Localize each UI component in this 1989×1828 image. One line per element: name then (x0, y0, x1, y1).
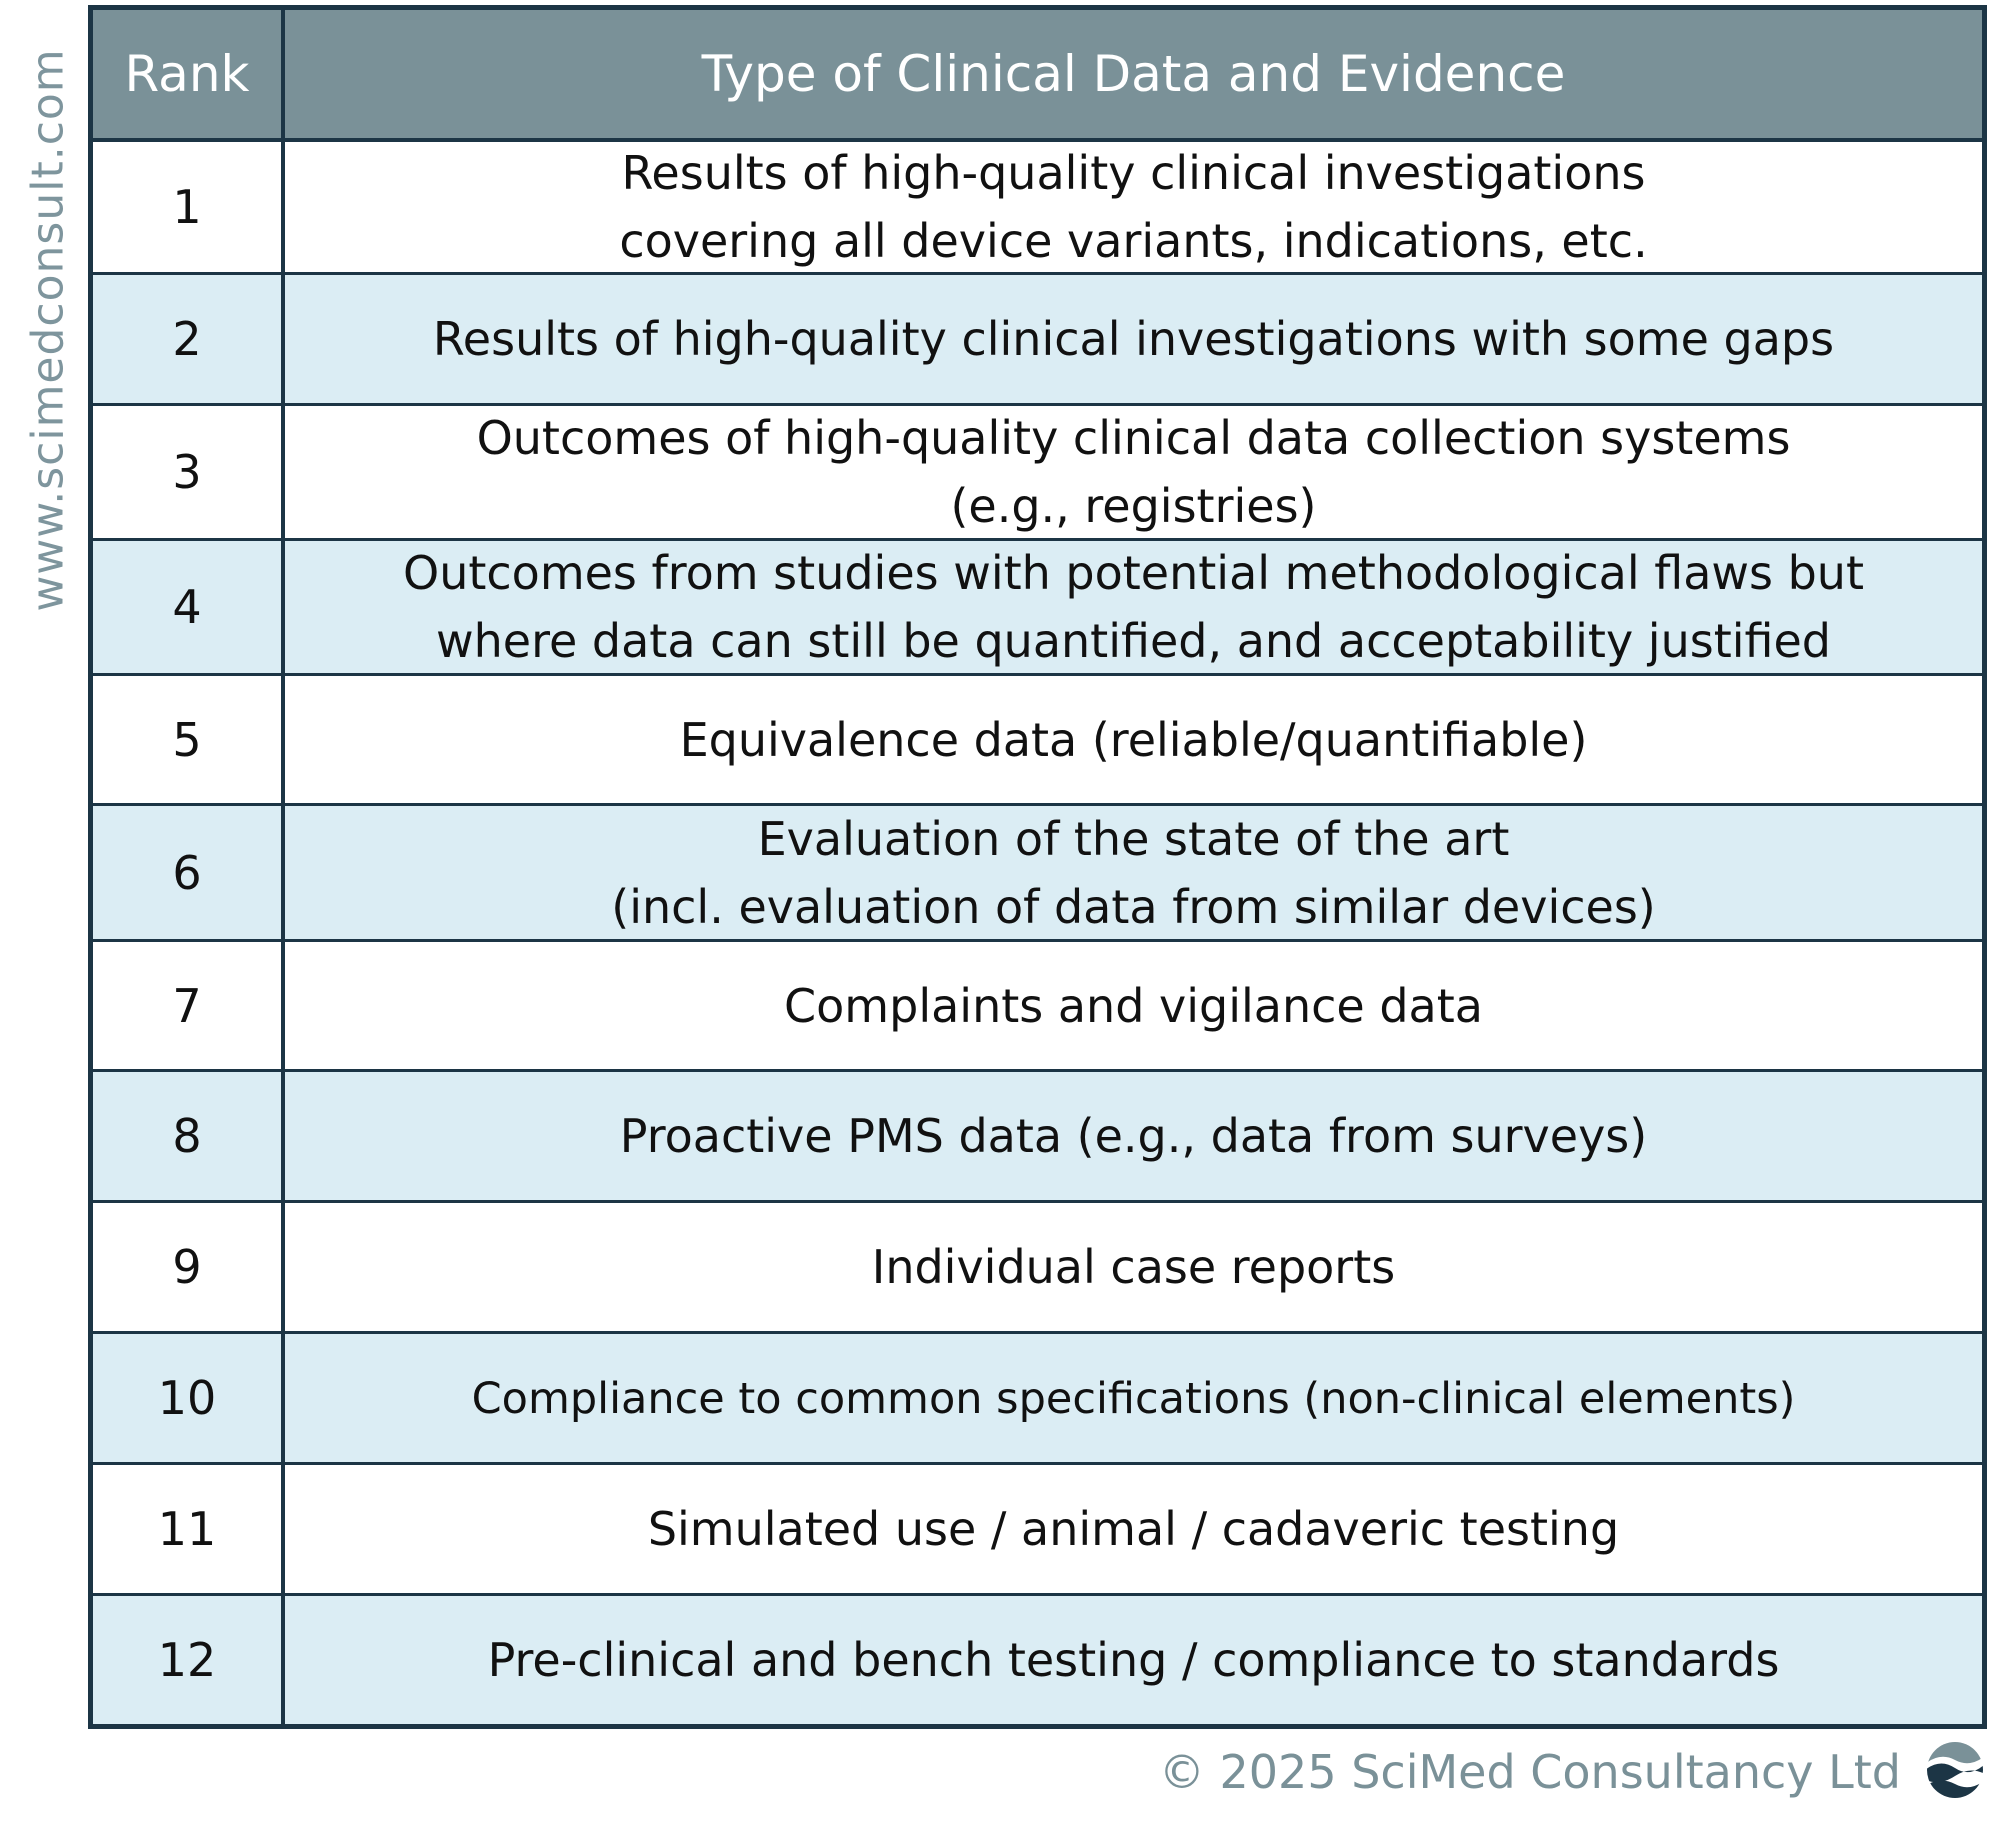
type-line-1: Complaints and vigilance data (784, 978, 1483, 1033)
type-line-1: Results of high-quality clinical investigations (621, 146, 1646, 200)
type-line-1: Results of high-quality clinical investigations with some gaps (432, 312, 1835, 366)
rank-cell: 4 (93, 541, 285, 673)
table-row (93, 142, 1982, 272)
type-cell (285, 1072, 1982, 1200)
type-cell (285, 541, 1982, 673)
watermark-url: www.scimedconsult.com (22, 48, 74, 612)
table-row (93, 1593, 1982, 1724)
type-cell (285, 942, 1982, 1069)
rank-cell: 11 (93, 1465, 285, 1593)
type-line-1: Equivalence data (reliable/quantifiable) (679, 712, 1588, 767)
table-row (93, 803, 1982, 939)
type-line-2: (incl. evaluation of data from similar devices) (611, 879, 1656, 934)
table-row (93, 403, 1982, 538)
type-line-1: Outcomes from studies with potential methodological flaws but (402, 546, 1865, 600)
rank-cell: 7 (93, 942, 285, 1069)
header-rank: Rank (93, 10, 285, 138)
type-cell (285, 142, 1982, 272)
rank-cell: 9 (93, 1203, 285, 1331)
type-line-1: Individual case reports (871, 1240, 1396, 1294)
rank-cell: 10 (93, 1334, 285, 1462)
table-row (93, 673, 1982, 803)
table-row (93, 1462, 1982, 1593)
table-row (93, 1200, 1982, 1331)
table-header-row (93, 10, 1982, 142)
table-row (93, 939, 1982, 1069)
type-line-1: Outcomes of high-quality clinical data collection systems (476, 411, 1791, 465)
type-line-1: Proactive PMS data (e.g., data from surveys) (619, 1109, 1648, 1163)
rank-cell: 1 (93, 142, 285, 272)
rank-cell: 12 (93, 1596, 285, 1724)
table-row (93, 1331, 1982, 1462)
type-cell (285, 1465, 1982, 1593)
evidence-ranking-table (88, 5, 1987, 1729)
type-cell (285, 275, 1982, 403)
type-line-2: where data can still be quantified, and acceptability justified (436, 614, 1831, 668)
rank-cell: 3 (93, 406, 285, 538)
copyright-footer: © 2025 SciMed Consultancy Ltd (1158, 1745, 1901, 1799)
scimed-wave-logo-icon (1925, 1740, 1985, 1800)
rank-cell: 2 (93, 275, 285, 403)
type-line-2: covering all device variants, indications, etc. (619, 214, 1648, 268)
type-line-2: (e.g., registries) (950, 479, 1317, 533)
type-cell (285, 1203, 1982, 1331)
rank-cell: 6 (93, 806, 285, 939)
type-cell (285, 676, 1982, 803)
type-cell (285, 806, 1982, 939)
type-line-1: Simulated use / animal / cadaveric testing (647, 1502, 1620, 1556)
type-line-1: Compliance to common specifications (non-clinical elements) (471, 1374, 1796, 1424)
rank-cell: 5 (93, 676, 285, 803)
type-cell (285, 1596, 1982, 1724)
table-row (93, 272, 1982, 403)
table-row (93, 1069, 1982, 1200)
header-type: Type of Clinical Data and Evidence (701, 45, 1566, 103)
rank-cell: 8 (93, 1072, 285, 1200)
type-cell (285, 406, 1982, 538)
table-row (93, 538, 1982, 673)
type-line-1: Pre-clinical and bench testing / compliance to standards (487, 1633, 1780, 1687)
type-line-1: Evaluation of the state of the art (757, 811, 1510, 866)
type-cell (285, 1334, 1982, 1462)
